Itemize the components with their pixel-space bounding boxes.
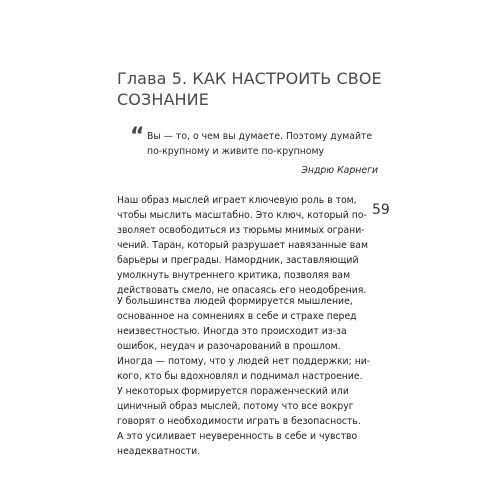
paragraph-line: зволяет освободиться из тюрьмы мнимых ограни- (117, 225, 365, 236)
chapter-title-line: СОЗНАНИЕ (117, 90, 209, 109)
paragraph-line: действовать смело, не опасаясь его неодобрения. (117, 285, 367, 296)
paragraph-line: кого, кто бы вдохновлял и поднимал настроение. (117, 371, 363, 382)
chapter-title-line: Глава 5. КАК НАСТРОИТЬ СВОЕ (117, 69, 382, 88)
paragraph-line: основанное на сомнениях в себе и страхе перед (117, 311, 357, 322)
paragraph-line: чтобы мыслить масштабно. Это ключ, который по- (117, 210, 367, 221)
epigraph-line: Вы — то, о чем вы думаете. Поэтому думайте (147, 131, 373, 142)
paragraph-line: барьеры и преграды. Намордник, заставляющий (117, 255, 359, 266)
paragraph-line: неадекватности. (117, 446, 201, 457)
body-paragraph (117, 193, 368, 298)
page-number: 59 (372, 202, 390, 218)
paragraph-line: ошибок, неудач и разочарований в прошлом. (117, 341, 341, 352)
body-paragraph (117, 294, 371, 459)
paragraph-line: У большинства людей формируется мышление, (117, 296, 353, 307)
quote-mark-icon: “ (130, 124, 145, 149)
epigraph-quote (147, 129, 387, 159)
paragraph-line: чений. Таран, который разрушает навязанные вам (117, 240, 368, 251)
paragraph-line: умолкнуть внутреннего критика, позволяя вам (117, 270, 351, 281)
paragraph-line: У некоторых формируется пораженческий или (117, 386, 349, 397)
epigraph-author: Эндрю Карнеги (301, 165, 378, 176)
paragraph-line: говорят о необходимости играть в безопасность. (117, 416, 361, 427)
paragraph-line: Иногда — потому, что у людей нет поддержки; ни- (117, 356, 371, 367)
paragraph-line: неизвестностью. Иногда это происходит из-за (117, 326, 347, 337)
paragraph-line: А это усиливает неуверенность в себе и чувство (117, 431, 358, 442)
paragraph-line: циничный образ мыслей, потому что все вокруг (117, 401, 354, 412)
paragraph-line: Наш образ мыслей играет ключевую роль в том, (117, 195, 357, 206)
chapter-title (117, 68, 387, 110)
epigraph-line: по-крупному и живите по-крупному (147, 146, 324, 157)
